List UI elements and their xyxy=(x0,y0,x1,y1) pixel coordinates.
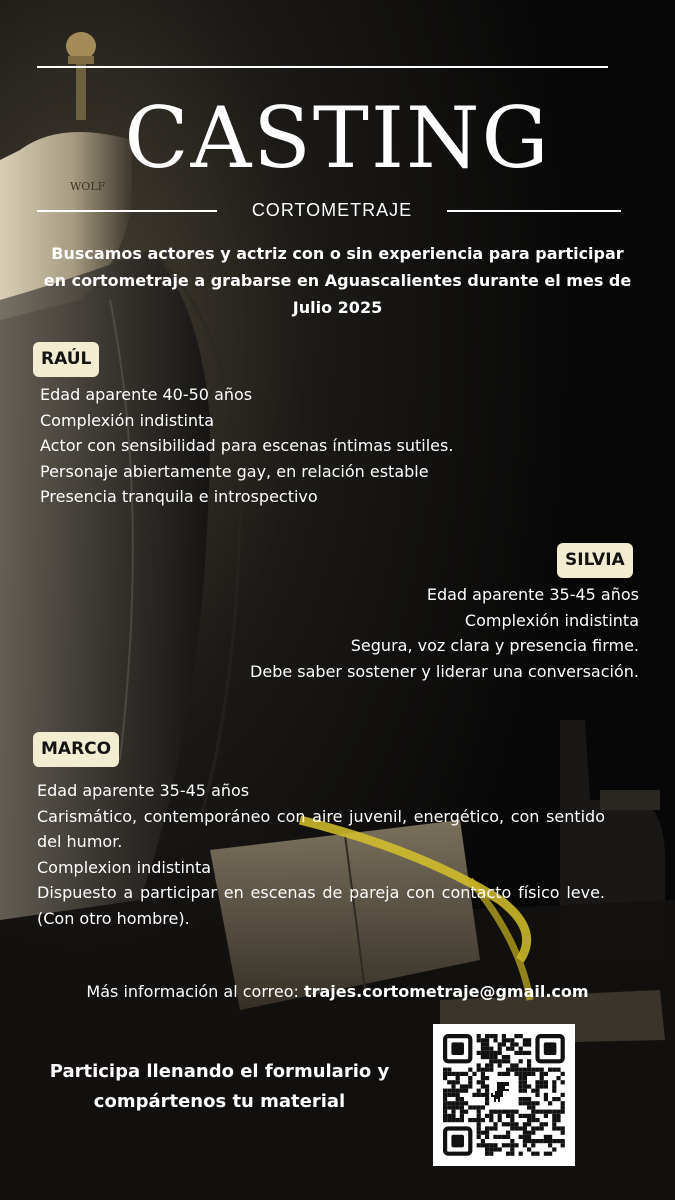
detail-line: Dispuesto a participar en escenas de pareja con contacto físico leve. (Con otro hombre). xyxy=(37,883,605,928)
detail-line: Complexión indistinta xyxy=(464,610,639,630)
detail-line: Personaje abiertamente gay, en relación estable xyxy=(40,461,429,481)
contact-info xyxy=(0,982,675,1001)
detail-line: Carismático, contemporáneo con aire juvenil, energético, con sentido del humor. xyxy=(37,806,605,851)
detail-line: Complexion indistinta xyxy=(37,857,212,877)
subtitle: CORTOMETRAJE xyxy=(251,200,413,220)
role-badge-raul: RAÚL xyxy=(33,342,99,377)
detail-line: Edad aparente 35-45 años xyxy=(37,781,250,800)
call-to-action: Participa llenando el formulario y compártenos tu material xyxy=(49,1061,390,1112)
contact-label: Más información al correo: xyxy=(86,982,299,1001)
contact-email-link[interactable]: trajes.cortometraje@gmail.com xyxy=(303,982,589,1001)
detail-line: Actor con sensibilidad para escenas íntimas sutiles. xyxy=(40,436,454,455)
subtitle-divider-right xyxy=(447,210,621,212)
detail-line: Segura, voz clara y presencia firme. xyxy=(350,636,639,655)
role-badge-silvia: SILVIA xyxy=(557,543,633,578)
role-badge-marco: MARCO xyxy=(33,732,119,767)
page-title: CASTING xyxy=(124,89,551,187)
role-details-marco xyxy=(37,778,605,931)
detail-line: Debe saber sostener y liderar una conversación. xyxy=(250,661,639,681)
mannequin-label: WOLF xyxy=(70,180,106,193)
qr-code-icon[interactable] xyxy=(433,1024,575,1166)
detail-line: Presencia tranquila e introspectivo xyxy=(40,487,318,506)
detail-line: Edad aparente 35-45 años xyxy=(426,585,639,604)
role-details-silvia xyxy=(250,582,639,684)
detail-line: Complexión indistinta xyxy=(40,410,215,430)
intro-text: Buscamos actores y actriz con o sin experiencia para participar en cortometraje a grabarse en Aguascalientes durante el mes de Julio 2025 xyxy=(43,244,632,317)
detail-line: Edad aparente 40-50 años xyxy=(40,385,253,404)
subtitle-divider-left xyxy=(37,210,217,212)
top-divider xyxy=(37,66,608,68)
role-details-raul xyxy=(40,382,453,510)
